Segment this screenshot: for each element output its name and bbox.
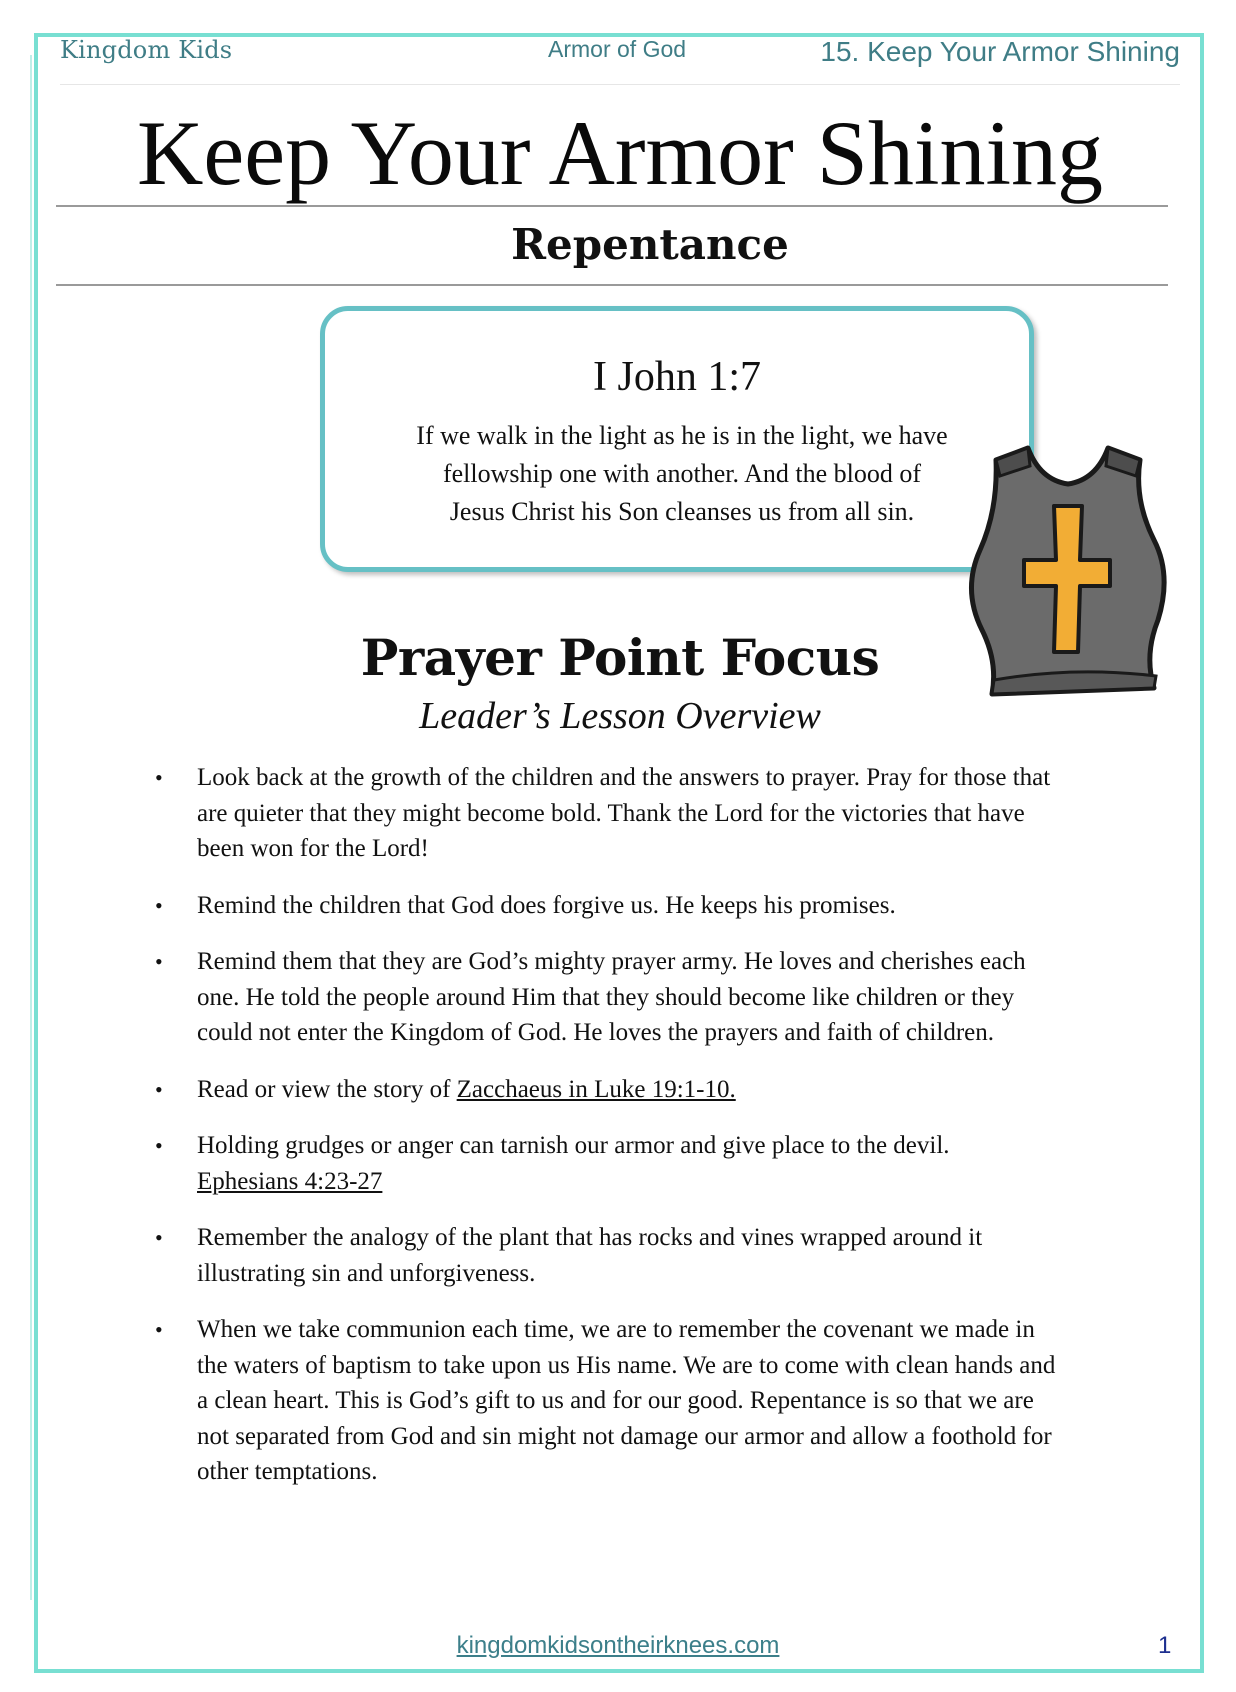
list-item (150, 1220, 1130, 1291)
list-line: Remind them that they are God’s mighty prayer army. He loves and cherishes each (197, 948, 1026, 975)
website-link[interactable]: kingdomkidsontheirknees.com (456, 1632, 780, 1659)
list-item (150, 944, 1130, 1051)
list-line: been won for the Lord! (197, 835, 429, 862)
list-item (150, 1312, 1130, 1490)
series-name: Armor of God (548, 36, 687, 62)
lesson-reference: 15. Keep Your Armor Shining (820, 36, 1180, 67)
list-line: other temptations. (197, 1458, 378, 1485)
bullet-icon: • (155, 1076, 163, 1102)
subtitle-divider (56, 284, 1168, 286)
overview-list (150, 760, 1130, 1511)
list-line: illustrating sin and unforgiveness. (197, 1259, 536, 1287)
verse-line: If we walk in the light as he is in the light, we have (416, 421, 948, 450)
list-line (197, 1072, 1130, 1108)
bullet-icon: • (155, 765, 163, 790)
section-subheading: Leader’s Lesson Overview (419, 695, 821, 737)
list-line: When we take communion each time, we are to remember the covenant we made in (197, 1316, 1035, 1343)
list-line: not separated from God and sin might not damage our armor and allow a foothold for (197, 1422, 1052, 1450)
header-divider (60, 84, 1180, 85)
scripture-link-zacchaeus[interactable]: Zacchaeus in Luke 19:1-10. (456, 1075, 736, 1103)
section-heading: Prayer Point Focus (360, 628, 880, 687)
verse-reference: I John 1:7 (593, 354, 761, 400)
list-line: Look back at the growth of the children and the answers to prayer. Pray for those that (197, 764, 1051, 791)
list-item (150, 1072, 1130, 1108)
list-item (150, 1128, 1130, 1199)
memory-verse-box (320, 306, 1034, 572)
list-line: a clean heart. This is God’s gift to us and for our good. Repentance is so that we are (197, 1387, 1034, 1414)
list-line: one. He told the people around Him that they should become like children or they (197, 983, 1015, 1011)
page-title: Keep Your Armor Shining (136, 102, 1104, 204)
list-item (150, 888, 1130, 924)
scripture-link-ephesians[interactable]: Ephesians 4:23-27 (197, 1167, 383, 1195)
bullet-icon: • (155, 892, 163, 918)
page-subtitle: Repentance (511, 220, 789, 269)
list-line: are quieter that they might become bold. Thank the Lord for the victories that have (197, 799, 1025, 827)
list-line: Remind the children that God does forgive us. He keeps his promises. (197, 891, 896, 919)
verse-line: fellowship one with another. And the blood of (442, 459, 922, 488)
page-header (60, 32, 1180, 82)
verse-line: Jesus Christ his Son cleanses us from all sin. (449, 497, 915, 526)
brand-name: Kingdom Kids (60, 36, 233, 64)
list-line: the waters of baptism to take upon us His name. We are to come with clean hands and (197, 1351, 1056, 1379)
list-line: Remember the analogy of the plant that has rocks and vines wrapped around it (197, 1224, 983, 1251)
page-number: 1 (1158, 1632, 1172, 1659)
margin-line (30, 55, 32, 1600)
verse-text (365, 417, 999, 531)
list-line-prefix: Read or view the story of (197, 1075, 457, 1103)
list-line (197, 1164, 1130, 1200)
title-divider (56, 205, 1168, 207)
list-line: Holding grudges or anger can tarnish our armor and give place to the devil. (197, 1132, 950, 1159)
list-item (150, 760, 1130, 867)
bullet-icon: • (155, 1225, 163, 1250)
bullet-icon: • (155, 1133, 163, 1158)
bullet-icon: • (155, 949, 163, 974)
list-line: could not enter the Kingdom of God. He loves the prayers and faith of children. (197, 1019, 994, 1046)
bullet-icon: • (155, 1317, 163, 1342)
